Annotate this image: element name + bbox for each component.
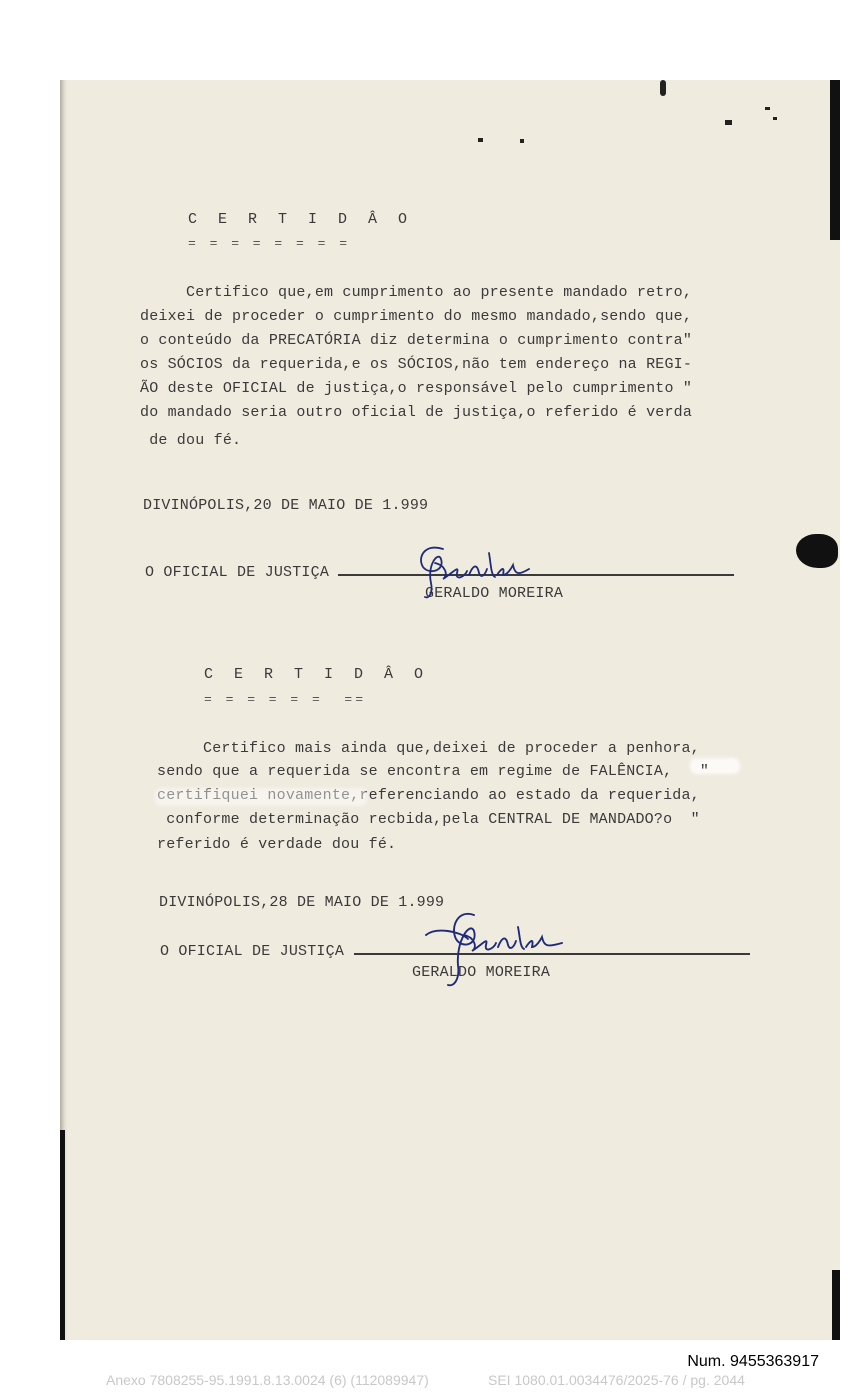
body-line: Certifico que,em cumprimento ao presente mandado retro, [140,284,693,301]
certidao-2-official-label: O OFICIAL DE JUSTIÇA [160,943,345,960]
body-line: de dou fé. [140,432,242,449]
sei-reference: SEI 1080.01.0034476/2025-76 / pg. 2044 [488,1372,745,1388]
certidao-1-heading: C E R T I D Â O [188,211,414,228]
body-line: Certifico mais ainda que,deixei de proceder a penhora, [157,740,700,757]
ink-blot [796,534,838,568]
certidao-1-date: DIVINÓPOLIS,20 DE MAIO DE 1.999 [143,497,429,514]
scan-edge-shadow [826,80,840,240]
body-line: do mandado seria outro oficial de justiça,o referido é verda [140,404,693,421]
body-line: o conteúdo da PRECATÓRIA diz determina o cumprimento contra" [140,332,693,349]
scan-speck [660,80,666,96]
handwritten-signature [405,535,545,605]
scan-speck [725,120,732,125]
body-line: conforme determinação recbida,pela CENTRAL DE MANDADO?o " [157,811,700,828]
handwritten-signature [412,905,572,995]
certidao-1-official-label: O OFICIAL DE JUSTIÇA [145,564,330,581]
certidao-2-official-name: GERALDO MOREIRA [412,964,551,981]
body-line: sendo que a requerida se encontra em regime de FALÊNCIA, " [157,763,710,780]
certidao-2-heading: C E R T I D Â O [204,666,430,683]
certidao-2-heading-rule: = = = = = = == [204,692,367,707]
document-page [60,80,840,1340]
scan-edge-shadow [832,1270,840,1340]
body-line: certifiquei novamente,referenciando ao estado da requerida, [157,787,700,804]
body-line: deixei de proceder o cumprimento do mesmo mandado,sendo que, [140,308,693,325]
scan-speck [765,107,770,110]
scan-speck [773,117,777,120]
certidao-2-date: DIVINÓPOLIS,28 DE MAIO DE 1.999 [159,894,445,911]
annex-reference: Anexo 7808255-95.1991.8.13.0024 (6) (112089947) [106,1372,429,1388]
body-line: os SÓCIOS da requerida,e os SÓCIOS,não tem endereço na REGI- [140,356,693,373]
document-number: Num. 9455363917 [687,1353,819,1370]
scan-edge-shadow [60,1130,65,1340]
body-line: ÃO deste OFICIAL de justiça,o responsável pelo cumprimento " [140,380,693,397]
scan-speck [520,139,524,143]
body-line: referido é verdade dou fé. [157,836,397,853]
scan-speck [478,138,483,142]
certidao-1-heading-rule: = = = = = = = = [188,236,351,251]
correction-fluid [155,788,367,806]
certidao-1-official-name: GERALDO MOREIRA [425,585,564,602]
